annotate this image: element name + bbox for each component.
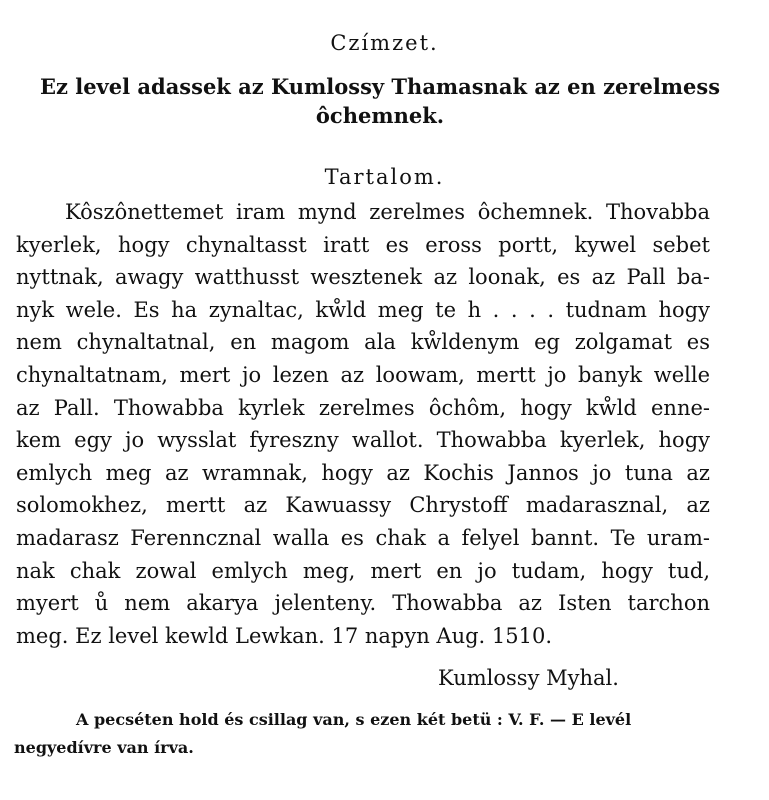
- address-line: ôchemnek.: [315, 103, 445, 128]
- body-line: nem chynaltatnal, en magom ala kẘldenym eg zolgamat es: [16, 330, 710, 355]
- address-line: Ez level adassek az Kumlossy Thamasnak az en zerelmess: [39, 74, 721, 99]
- body-line: emlych meg az wramnak, hogy az Kochis Jannos jo tuna az: [16, 460, 710, 485]
- body-line: meg. Ez level kewld Lewkan. 17 napyn Aug. 1510.: [16, 623, 553, 648]
- body-line: solomokhez, mertt az Kawuassy Chrystoff madarasznal, az: [16, 493, 710, 518]
- footnote-line: negyedívre van írva.: [14, 738, 194, 757]
- body-line: az Pall. Thowabba kyrlek zerelmes ôchôm, hogy kẘld enne-: [16, 395, 710, 420]
- body-line: nak chak zowal emlych meg, mert en jo tudam, hogy tud,: [16, 558, 710, 583]
- heading-address: Czímzet.: [330, 31, 439, 55]
- body-line: nyk wele. Es ha zynaltac, kẘld meg te h . . . . tudnam hogy: [16, 297, 710, 322]
- body-line: myert ů nem akarya jelenteny. Thowabba az Isten tarchon: [16, 591, 710, 616]
- letter-body: [16, 196, 710, 652]
- body-line: nyttnak, awagy watthusst wesztenek az loonak, es az Pall ba-: [16, 265, 710, 290]
- footnote-line: A pecséten hold és csillag van, s ezen két betü : V. F. — E levél: [76, 710, 632, 729]
- body-line: chynaltatnam, mert jo lezen az loowam, mertt jo banyk welle: [16, 362, 710, 387]
- body-line: Kôszônettemet iram mynd zerelmes ôchemnek. Thovabba: [65, 200, 710, 224]
- body-line: madarasz Ferenncznal walla es chak a felyel bannt. Te uram-: [16, 525, 710, 550]
- body-line: kem egy jo wysslat fyreszny wallot. Thowabba kyerlek, hogy: [16, 428, 710, 453]
- body-line: kyerlek, hogy chynaltasst iratt es eross portt, kywel sebet: [16, 232, 710, 257]
- heading-content: Tartalom.: [324, 165, 445, 189]
- footnote: [14, 706, 712, 762]
- address-block: [30, 72, 730, 130]
- signature: Kumlossy Myhal.: [438, 666, 619, 690]
